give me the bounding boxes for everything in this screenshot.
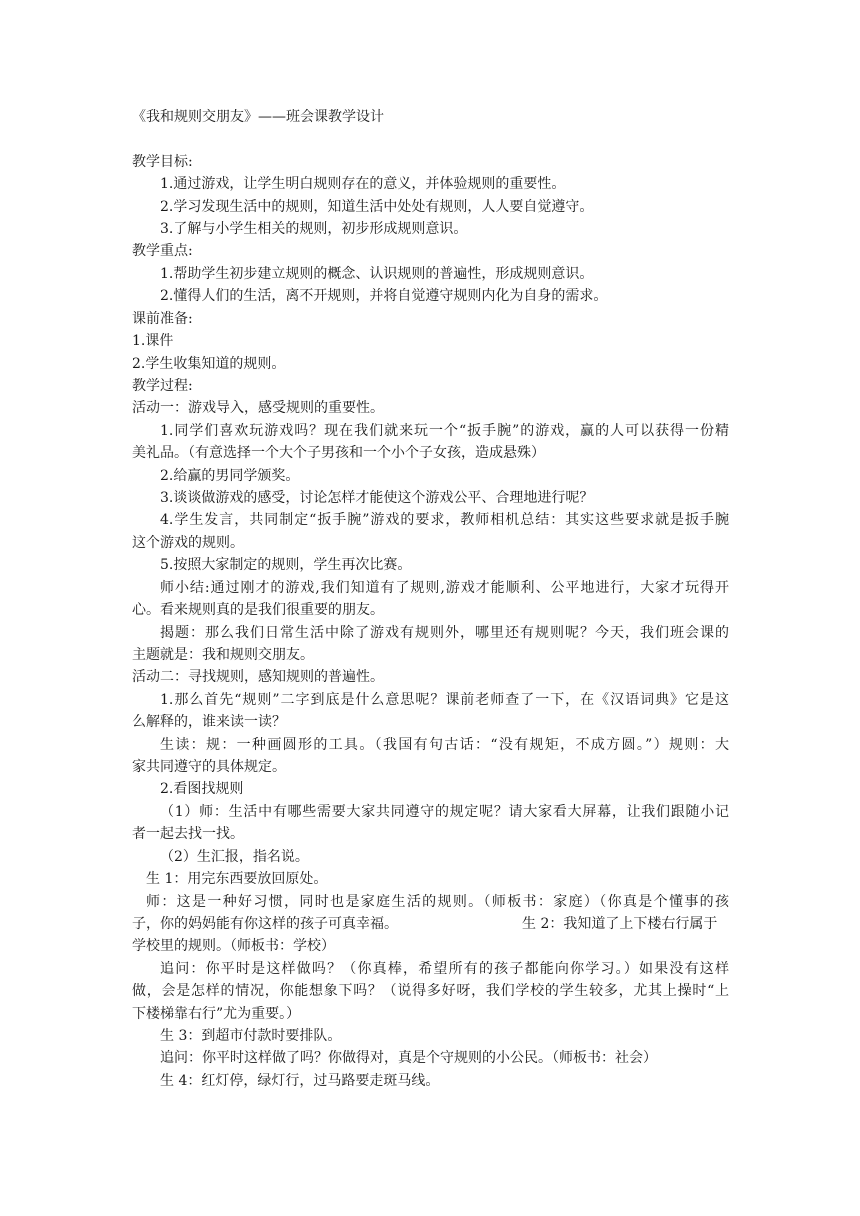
section-heading: 教学重点: xyxy=(132,243,193,259)
paragraph-line: 师小结:通过刚才的游戏,我们知道有了规则,游戏才能顺利、公平地进行，大家才玩得开 xyxy=(160,580,729,596)
paragraph-line: 学校里的规则。（师板书：学校） xyxy=(132,938,335,954)
document-title: 《我和规则交朋友》——班会课教学设计 xyxy=(132,109,384,125)
section-heading: 课前准备: xyxy=(132,311,193,327)
paragraph-line: 子，你的妈妈能有你这样的孩子可真幸福。 xyxy=(132,916,398,932)
paragraph-line: 5.按照大家制定的规则，学生再次比赛。 xyxy=(160,557,412,573)
paragraph-line: 师：这是一种好习惯，同时也是家庭生活的规则。（师板书：家庭）（你真是个懂事的孩 xyxy=(146,894,729,910)
paragraph-line: 1.课件 xyxy=(132,333,174,349)
paragraph-line: 生 3：到超市付款时要排队。 xyxy=(160,1028,342,1044)
paragraph-line: 1.帮助学生初步建立规则的概念、认识规则的普遍性，形成规则意识。 xyxy=(160,266,594,282)
paragraph-line: 家共同遵守的具体规定。 xyxy=(132,759,286,775)
paragraph-line: 做，会是怎样的情况，你能想象下吗？（说得多好呀，我们学校的学生较多，尤其上操时“上 xyxy=(132,983,729,999)
section-heading: 教学过程: xyxy=(132,378,193,394)
activity-heading: 活动一：游戏导入，感受规则的重要性。 xyxy=(132,400,384,416)
paragraph-line: 生 1：用完东西要放回原处。 xyxy=(146,871,328,887)
paragraph-line: 么解释的，谁来读一读？ xyxy=(132,714,286,730)
paragraph-line: 3.谈谈做游戏的感受，讨论怎样才能使这个游戏公平、合理地进行呢？ xyxy=(160,490,594,506)
paragraph-line: 3.了解与小学生相关的规则，初步形成规则意识。 xyxy=(160,221,468,237)
paragraph-line: 追问：你平时是这样做吗？（你真棒，希望所有的孩子都能向你学习。）如果没有这样 xyxy=(160,961,729,977)
paragraph-line: 这个游戏的规则。 xyxy=(132,535,244,551)
paragraph-line: 生 4：红灯停，绿灯行，过马路要走斑马线。 xyxy=(160,1073,440,1089)
paragraph-line: 生 2：我知道了上下楼右行属于 xyxy=(522,916,718,932)
paragraph-line: 者一起去找一找。 xyxy=(132,826,244,842)
paragraph-line: 追问：你平时这样做了吗？你做得对，真是个守规则的小公民。（师板书：社会） xyxy=(160,1050,657,1066)
paragraph-line: 主题就是：我和规则交朋友。 xyxy=(132,647,314,663)
paragraph-line: （2）生汇报，指名说。 xyxy=(160,849,309,865)
section-heading: 教学目标: xyxy=(132,154,193,170)
paragraph-line: 2.学生收集知道的规则。 xyxy=(132,356,286,372)
paragraph-line: 揭题：那么我们日常生活中除了游戏有规则外，哪里还有规则呢？今天，我们班会课的 xyxy=(160,625,729,641)
paragraph-line: 2.看图找规则 xyxy=(160,781,244,797)
paragraph-line: 美礼品。（有意选择一个大个子男孩和一个小个子女孩，造成悬殊） xyxy=(132,445,545,461)
paragraph-line: 生读：规：一种画圆形的工具。（我国有句古话：“没有规矩，不成方圆。”）规则：大 xyxy=(160,737,729,753)
paragraph-line: 1.同学们喜欢玩游戏吗？现在我们就来玩一个“扳手腕”的游戏，赢的人可以获得一份精 xyxy=(160,423,729,439)
paragraph-line: 2.学习发现生活中的规则，知道生活中处处有规则，人人要自觉遵守。 xyxy=(160,199,594,215)
paragraph-line: 1.通过游戏，让学生明白规则存在的意义，并体验规则的重要性。 xyxy=(160,176,566,192)
paragraph-line: 下楼梯靠右行”尤为重要。） xyxy=(132,1006,301,1022)
paragraph-line: （1）师：生活中有哪些需要大家共同遵守的规定呢？请大家看大屏幕，让我们跟随小记 xyxy=(160,804,729,820)
paragraph-line: 2.懂得人们的生活，离不开规则，并将自觉遵守规则内化为自身的需求。 xyxy=(160,288,608,304)
paragraph-line: 心。看来规则真的是我们很重要的朋友。 xyxy=(132,602,384,618)
paragraph-line: 2.给赢的男同学颁奖。 xyxy=(160,468,300,484)
paragraph-line: 1.那么首先“规则”二字到底是什么意思呢？课前老师查了一下，在《汉语词典》它是这 xyxy=(160,692,729,708)
paragraph-line: 4.学生发言，共同制定“扳手腕”游戏的要求，教师相机总结：其实这些要求就是扳手腕 xyxy=(160,512,729,528)
activity-heading: 活动二：寻找规则，感知规则的普遍性。 xyxy=(132,669,384,685)
